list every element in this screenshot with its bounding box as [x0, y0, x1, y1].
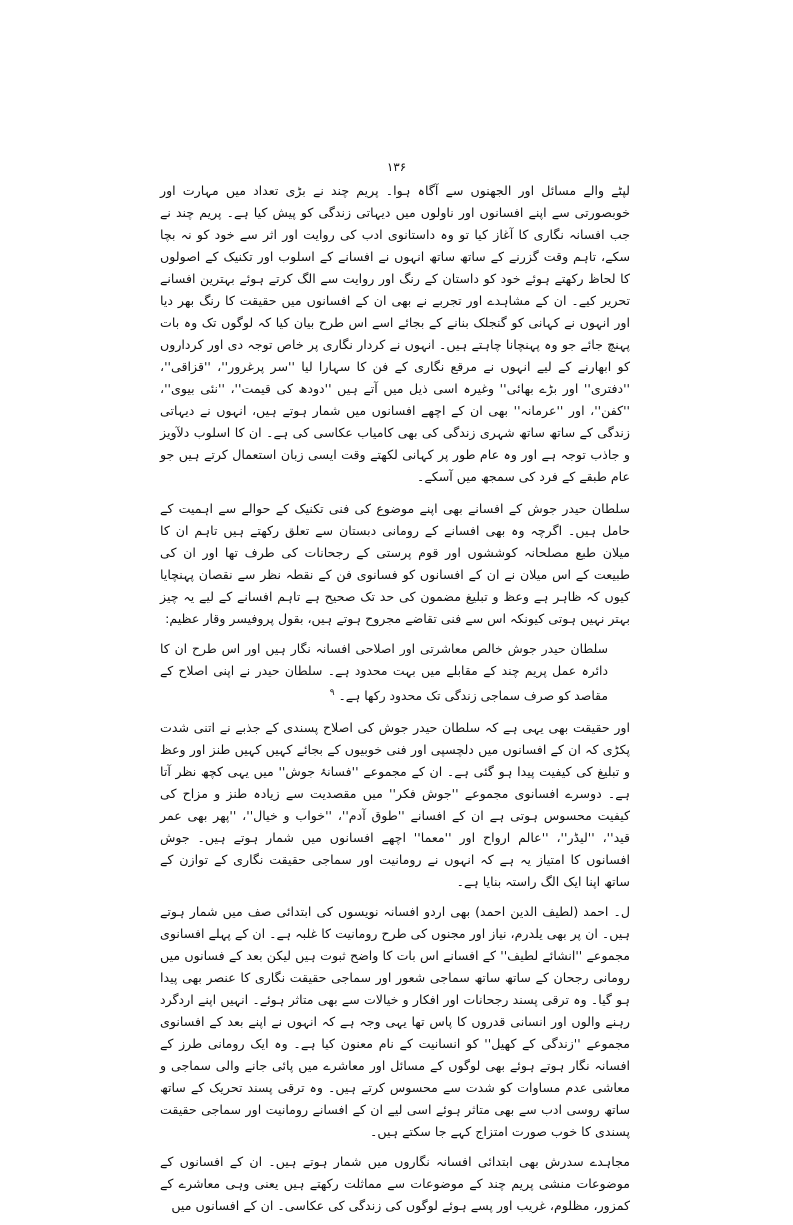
quote-text: سلطان حیدر جوش خالص معاشرتی اور اصلاحی افسانہ نگار ہیں اور اس طرح ان کا دائرہ عمل پریم چند کے مقابلے میں بہت محدود ہے۔ سلطان حیدر نے اپنی اصلاح کے مقاصد کو صرف سماجی زندگی تک محدود رکھا ہے۔: [160, 641, 608, 704]
paragraph-sultan-haider-josh: سلطان حیدر جوش کے افسانے بھی اپنے موضوع کی فنی تکنیک کے حوالے سے اہمیت کے حامل ہیں۔ اگرچہ وہ بھی افسانے کے رومانی دبستان سے تعلق رکھتے ہیں تاہم ان کا میلان طبع مصلحانہ کوششوں اور قوم پرستی کے رجحانات کی طرف تھا اور ان کی طبیعت کے اس میلان نے ان کے افسانوں کو فسانوی فن کے نقطہ نظر سے نقصان پہنچایا کیوں کہ ظاہر ہے وعظ و تبلیغ مضمون کی حد تک صحیح ہے تاہم افسانے کے لیے یہ چیز بہتر نہیں ہوتی کیونکہ اس سے فنی تقاضے مجروح ہوتے ہیں، بقول پروفیسر وقار عظیم:: [160, 501, 630, 626]
page-number: ۱۳۶: [386, 160, 407, 174]
paragraph-josh-reform: اور حقیقت بھی یہی ہے کہ سلطان حیدر جوش کی اصلاح پسندی کے جذبے نے اتنی شدت پکڑی کہ ان کے افسانوں میں دلچسپی اور فنی خوبیوں کے بجائے کہیں کہیں طنز اور وعظ و تبلیغ کی کیفیت پیدا ہو گئی ہے۔ ان کے مجموعے ''فسانۂ جوش'' میں یہی کچھ نظر آتا ہے۔ دوسرے افسانوی مجموعے ''جوش فکر'' میں مقصدیت سے زیادہ طنز و مزاح کی کیفیت محسوس ہوتی ہے ان کے افسانے ''طوق آدم''، ''خواب و خیال''، ''پھر بھی عمر قید''، ''لیڈر''، ''عالم ارواح اور ''معما'' اچھے افسانوں میں شمار ہوتے ہیں۔ جوش افسانوں کا امتیاز یہ ہے کہ انہوں نے رومانیت اور سماجی حقیقت نگاری کے توازن کے ساتھ اپنا ایک الگ راستہ بنایا ہے۔: [160, 720, 630, 890]
paragraph-l-ahmad: ل۔ احمد (لطیف الدین احمد) بھی اردو افسانہ نویسوں کی ابتدائی صف میں شمار ہوتے ہیں۔ ان پر بھی یلدرم، نیاز اور مجنوں کی طرح رومانیت کا غلبہ ہے۔ ان کے پہلے افسانوی مجموعے ''انشائے لطیف'' کے افسانے اس بات کا واضح ثبوت ہیں لیکن بعد کے فسانوں میں رومانی رجحان کے ساتھ ساتھ سماجی شعور اور سماجی حقیقت نگاری کا عنصر بھی پیدا ہو گیا۔ وہ ترقی پسند رجحانات اور افکار و خیالات سے بھی متاثر ہوئے۔ انہیں اپنے اردگرد رہنے والوں اور انسانی قدروں کا پاس تھا یہی وجہ ہے کہ انہوں نے اپنے بعد کے افسانوی مجموعے ''زندگی کے کھیل'' کو انسانیت کے نام معنون کیا ہے۔ وہ ایک رومانی طرز کے افسانہ نگار ہوتے ہوئے بھی لوگوں کے مسائل اور معاشرے میں پائی جانے والی سماجی و معاشی عدم مساوات کو شدت سے محسوس کرتے ہیں۔ وہ ترقی پسند تحریک کے ساتھ ساتھ روسی ادب سے بھی متاثر ہوئے اسی لیے ان کے افسانے رومانیت اور سماجی حقیقت پسندی کا خوب صورت امتزاج کہے جا سکتے ہیں۔: [160, 904, 630, 1140]
block-quote: [160, 638, 630, 707]
footnote-marker: ۹: [329, 688, 335, 698]
paragraph-sudarshan: مجاہدے سدرش بھی ابتدائی افسانہ نگاروں میں شمار ہوتے ہیں۔ ان کے افسانوں کے موضوعات منشی پریم چند کے موضوعات سے مماثلت رکھتے ہیں یعنی وہی معاشرے کے کمزور، مظلوم، غریب اور پسے ہوئے لوگوں کی زندگی کی عکاسی۔ ان کے افسانوں میں: [160, 1154, 630, 1214]
body-text: [160, 180, 630, 1225]
paragraph-premchand: لپٹے والے مسائل اور الجھنوں سے آگاہ ہوا۔ پریم چند نے بڑی تعداد میں مہارت اور خوبصورتی سے اپنے افسانوں اور ناولوں میں دیہاتی زندگی کو پیش کیا ہے۔ پریم چند نے جب افسانہ نگاری کا آغاز کیا تو وہ داستانوی ادب کی روایت اور اثر سے خود کو نہ بچا سکے، تاہم وقت گزرنے کے ساتھ ساتھ انہوں نے افسانے کے اسلوب اور تکنیک کے اصولوں کا لحاظ رکھتے ہوئے خود کو داستان کے رنگ اور روایت سے الگ کرتے ہوئے بہترین افسانے تحریر کیے۔ ان کے مشاہدے اور تجربے نے بھی ان کے افسانوں میں حقیقت کا رنگ بھر دیا اور انہوں نے کہانی کو گنجلک بنانے کے بجائے اسے اس طرح بیان کیا کہ لوگوں تک وہ بات پہنچ جائے جو وہ پہنچانا چاہتے ہیں۔ انہوں نے کردار نگاری پر خاص توجہ دی اور کرداروں کو ابھارنے کے لیے انہوں نے مرقع نگاری کے فن کا سہارا لیا ''سر پرغرور''، ''قزاقی''، ''دفتری'' اور بڑے بھائی'' وغیرہ اسی ذیل میں آتے ہیں ''دودھ کی قیمت''، ''نئی بیوی''، ''کفن''، اور ''عرمانہ'' بھی ان کے اچھے افسانوں میں شمار ہوتے ہیں، انہوں نے دیہاتی زندگی کے ساتھ ساتھ شہری زندگی کی بھی کامیاب عکاسی کی ہے۔ ان کا اسلوب دلآویز و جاذب توجہ ہے اور وہ عام طور پر کہانی لکھتے وقت ایسی زبان استعمال کرتے ہیں جو عام طبقے کے فرد کی سمجھ میں آسکے۔: [160, 183, 630, 484]
